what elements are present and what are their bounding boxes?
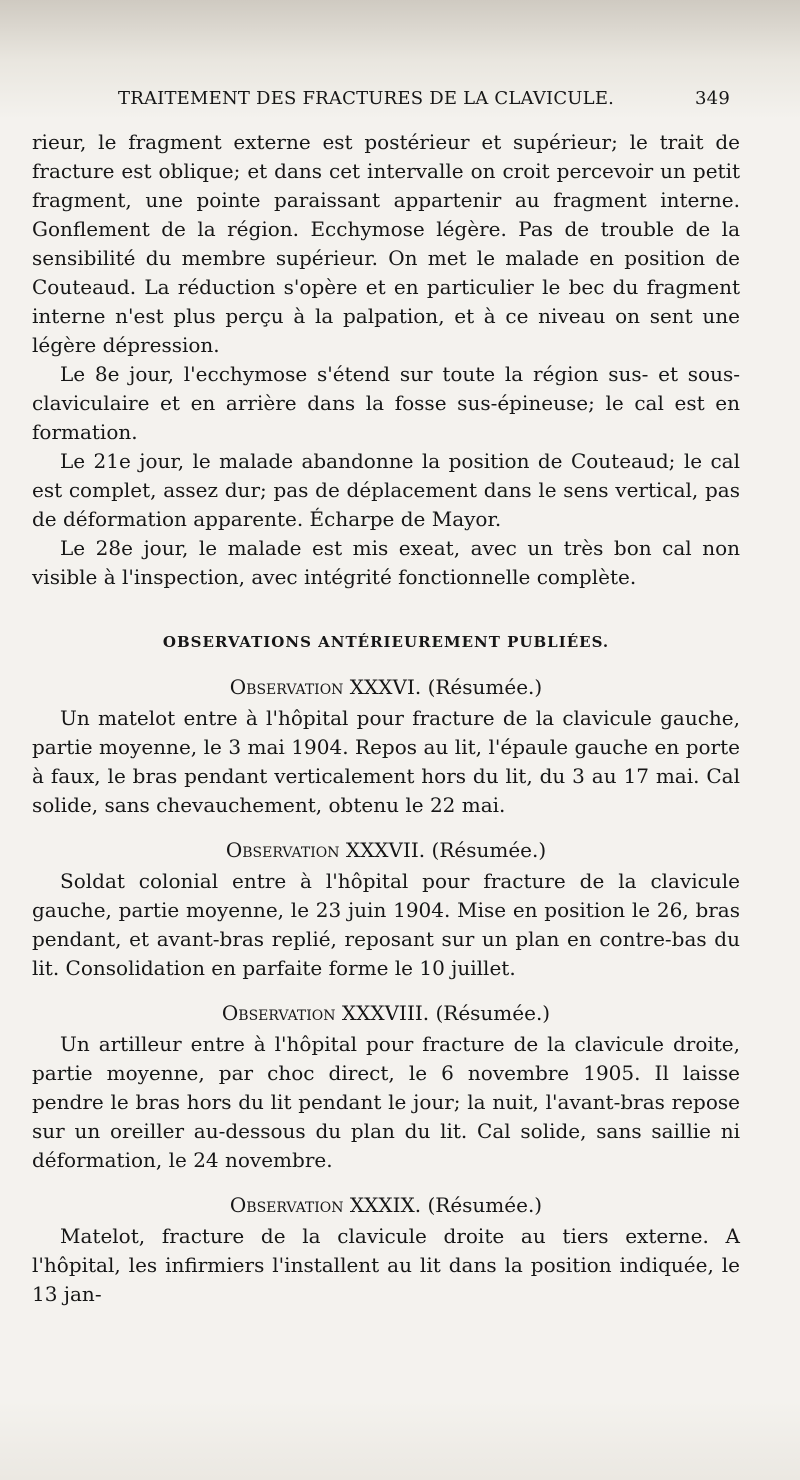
running-title: TRAITEMENT DES FRACTURES DE LA CLAVICULE. [118, 88, 615, 109]
section-heading: OBSERVATIONS ANTÉRIEUREMENT PUBLIÉES. [162, 633, 610, 651]
observation-text: Matelot, fracture de la clavicule droite au tiers externe. A l'hôpital, les infirmiers l'installent au lit dans la position indiquée, le 13 jan- [32, 1224, 740, 1306]
observation-note: (Résumée.) [431, 838, 547, 862]
observation-label: Observation [229, 675, 344, 699]
observation-number: XXXVII. [345, 838, 426, 862]
observation-label: Observation [229, 1193, 344, 1217]
page-number: 349 [695, 88, 730, 109]
observation-note: (Résumée.) [427, 675, 543, 699]
page-body [32, 128, 740, 1309]
observation-note: (Résumée.) [427, 1193, 543, 1217]
observation-text: Soldat colonial entre à l'hôpital pour fracture de la clavicule gauche, partie moyenne, le 23 juin 1904. Mise en position le 26, bras pendant, et avant-bras replié, reposant sur un plan en contre-bas du lit. Consolidation en parfaite forme le 10 juillet. [32, 869, 740, 980]
paragraph: rieur, le fragment externe est postérieur et supérieur; le trait de fracture est oblique; et dans cet intervalle on croit percevoir un petit fragment, une pointe paraissant appartenir au fragment interne. Gonflement de la région. Ecchymose légère. Pas de trouble de la sensibilité du membre supérieur. On met le malade en position de Couteaud. La réduction s'opère et en particulier le bec du fragment interne n'est plus perçu à la palpation, et à ce niveau on sent une légère dépression. [32, 130, 740, 357]
paragraph: Le 28e jour, le malade est mis exeat, avec un très bon cal non visible à l'inspection, avec intégrité fonctionnelle complète. [32, 536, 740, 589]
running-header [118, 88, 730, 118]
observation-label: Observation [221, 1001, 336, 1025]
paragraph: Le 21e jour, le malade abandonne la position de Couteaud; le cal est complet, assez dur; pas de déplacement dans le sens vertical, pas de déformation apparente. Écharpe de Mayor. [32, 449, 740, 531]
observation-text: Un artilleur entre à l'hôpital pour fracture de la clavicule droite, partie moyenne, par choc direct, le 6 novembre 1905. Il laisse pendre le bras hors du lit pendant le jour; la nuit, l'avant-bras repose sur un oreiller au-dessous du plan du lit. Cal solide, sans saillie ni déformation, le 24 novembre. [32, 1032, 740, 1172]
observation-note: (Résumée.) [435, 1001, 551, 1025]
observation-number: XXXIX. [349, 1193, 422, 1217]
observation-number: XXXVI. [349, 675, 422, 699]
observation-heading [32, 999, 740, 1028]
observation-label: Observation [225, 838, 340, 862]
observation-number: XXXVIII. [341, 1001, 430, 1025]
observation-heading [32, 1191, 740, 1220]
observation-heading [32, 836, 740, 865]
observation-heading [32, 673, 740, 702]
observation-text: Un matelot entre à l'hôpital pour fracture de la clavicule gauche, partie moyenne, le 3 mai 1904. Repos au lit, l'épaule gauche en porte à faux, le bras pendant verticalement hors du lit, du 3 au 17 mai. Cal solide, sans chevauchement, obtenu le 22 mai. [32, 706, 740, 817]
paragraph: Le 8e jour, l'ecchymose s'étend sur toute la région sus- et sous-claviculaire et en arrière dans la fosse sus-épineuse; le cal est en formation. [32, 362, 740, 444]
